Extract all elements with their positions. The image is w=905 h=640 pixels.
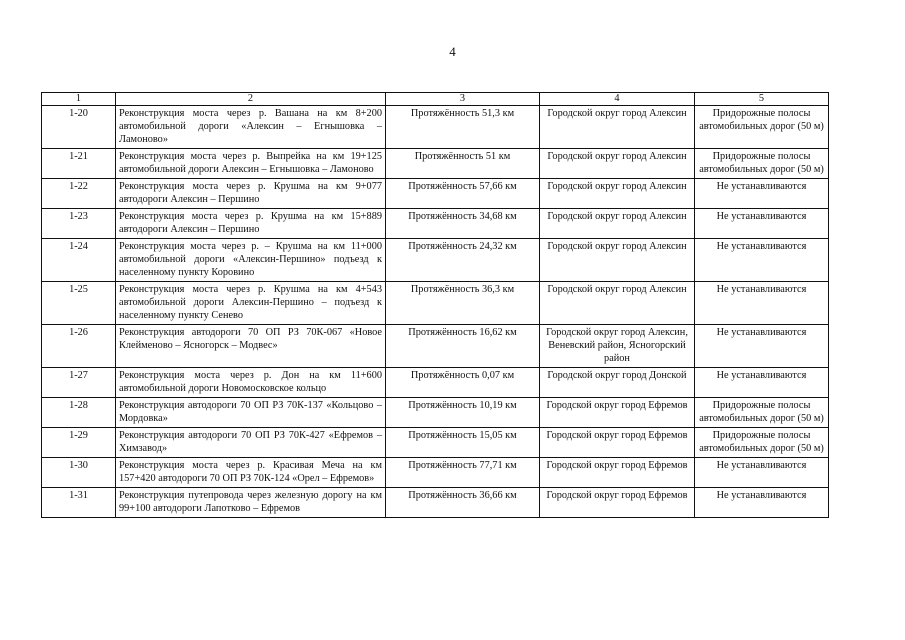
description-cell: Реконструкция автодороги 70 ОП РЗ 70К-067 «Новое Клейменово – Ясногорск – Модвес»: [116, 325, 386, 368]
table-row: [42, 239, 829, 282]
table-row: [42, 149, 829, 179]
row-number-cell: 1-22: [42, 179, 116, 209]
row-number-cell: 1-21: [42, 149, 116, 179]
location-cell: Городской округ город Алексин: [540, 209, 695, 239]
projects-table: [41, 92, 829, 518]
description-cell: Реконструкция моста через р. Выпрейка на км 19+125 автомобильной дороги Алексин – Егнышовка – Ламоново: [116, 149, 386, 179]
description-cell: Реконструкция моста через р. – Крушма на км 11+000 автомобильной дороги «Алексин-Першино» подъезд к населенному пункту Коровино: [116, 239, 386, 282]
zone-cell: Придорожные полосы автомобильных дорог (50 м): [695, 106, 829, 149]
description-cell: Реконструкция моста через р. Крушма на км 9+077 автодороги Алексин – Першино: [116, 179, 386, 209]
zone-cell: Придорожные полосы автомобильных дорог (50 м): [695, 149, 829, 179]
location-cell: Городской округ город Алексин: [540, 239, 695, 282]
zone-cell: Не устанавливаются: [695, 368, 829, 398]
description-cell: Реконструкция моста через р. Крушма на км 4+543 автомобильной дороги Алексин-Першино – подъезд к населенному пункту Сенево: [116, 282, 386, 325]
location-cell: Городской округ город Ефремов: [540, 428, 695, 458]
location-cell: Городской округ город Донской: [540, 368, 695, 398]
length-cell: Протяжённость 16,62 км: [386, 325, 540, 368]
length-cell: Протяжённость 57,66 км: [386, 179, 540, 209]
length-cell: Протяжённость 24,32 км: [386, 239, 540, 282]
column-header-2: 2: [116, 93, 386, 106]
column-header-3: 3: [386, 93, 540, 106]
description-cell: Реконструкция автодороги 70 ОП РЗ 70К-427 «Ефремов – Химзавод»: [116, 428, 386, 458]
row-number-cell: 1-20: [42, 106, 116, 149]
zone-cell: Не устанавливаются: [695, 488, 829, 518]
description-cell: Реконструкция путепровода через железную дорогу на км 99+100 автодороги Лапотково – Ефремов: [116, 488, 386, 518]
length-cell: Протяжённость 0,07 км: [386, 368, 540, 398]
description-cell: Реконструкция автодороги 70 ОП РЗ 70К-137 «Кольцово – Мордовка»: [116, 398, 386, 428]
row-number-cell: 1-28: [42, 398, 116, 428]
column-header-5: 5: [695, 93, 829, 106]
row-number-cell: 1-26: [42, 325, 116, 368]
location-cell: Городской округ город Алексин, Веневский район, Ясногорский район: [540, 325, 695, 368]
location-cell: Городской округ город Алексин: [540, 106, 695, 149]
length-cell: Протяжённость 36,3 км: [386, 282, 540, 325]
zone-cell: Не устанавливаются: [695, 209, 829, 239]
location-cell: Городской округ город Ефремов: [540, 458, 695, 488]
table-body: [42, 106, 829, 518]
zone-cell: Не устанавливаются: [695, 325, 829, 368]
page-number: 4: [449, 44, 456, 59]
description-cell: Реконструкция моста через р. Крушма на км 15+889 автодороги Алексин – Першино: [116, 209, 386, 239]
table-row: [42, 428, 829, 458]
length-cell: Протяжённость 36,66 км: [386, 488, 540, 518]
zone-cell: Не устанавливаются: [695, 239, 829, 282]
table-row: [42, 368, 829, 398]
row-number-cell: 1-24: [42, 239, 116, 282]
table-row: [42, 282, 829, 325]
zone-cell: Не устанавливаются: [695, 282, 829, 325]
description-cell: Реконструкция моста через р. Красивая Меча на км 157+420 автодороги 70 ОП РЗ 70К-124 «Орел – Ефремов»: [116, 458, 386, 488]
length-cell: Протяжённость 34,68 км: [386, 209, 540, 239]
table-row: [42, 398, 829, 428]
length-cell: Протяжённость 51 км: [386, 149, 540, 179]
zone-cell: Придорожные полосы автомобильных дорог (50 м): [695, 428, 829, 458]
location-cell: Городской округ город Алексин: [540, 179, 695, 209]
table-row: [42, 325, 829, 368]
location-cell: Городской округ город Алексин: [540, 282, 695, 325]
length-cell: Протяжённость 51,3 км: [386, 106, 540, 149]
table-row: [42, 488, 829, 518]
column-header-1: 1: [42, 93, 116, 106]
location-cell: Городской округ город Ефремов: [540, 488, 695, 518]
description-cell: Реконструкция моста через р. Дон на км 11+600 автомобильной дороги Новомосковское кольцо: [116, 368, 386, 398]
row-number-cell: 1-29: [42, 428, 116, 458]
table-row: [42, 179, 829, 209]
row-number-cell: 1-31: [42, 488, 116, 518]
zone-cell: Придорожные полосы автомобильных дорог (50 м): [695, 398, 829, 428]
row-number-cell: 1-23: [42, 209, 116, 239]
length-cell: Протяжённость 10,19 км: [386, 398, 540, 428]
table-row: [42, 458, 829, 488]
description-cell: Реконструкция моста через р. Вашана на км 8+200 автомобильной дороги «Алексин – Егнышовка – Ламоново»: [116, 106, 386, 149]
location-cell: Городской округ город Алексин: [540, 149, 695, 179]
zone-cell: Не устанавливаются: [695, 458, 829, 488]
table-row: [42, 106, 829, 149]
row-number-cell: 1-27: [42, 368, 116, 398]
table-header-row: [42, 93, 829, 106]
table-row: [42, 209, 829, 239]
length-cell: Протяжённость 15,05 км: [386, 428, 540, 458]
length-cell: Протяжённость 77,71 км: [386, 458, 540, 488]
location-cell: Городской округ город Ефремов: [540, 398, 695, 428]
column-header-4: 4: [540, 93, 695, 106]
zone-cell: Не устанавливаются: [695, 179, 829, 209]
row-number-cell: 1-30: [42, 458, 116, 488]
row-number-cell: 1-25: [42, 282, 116, 325]
